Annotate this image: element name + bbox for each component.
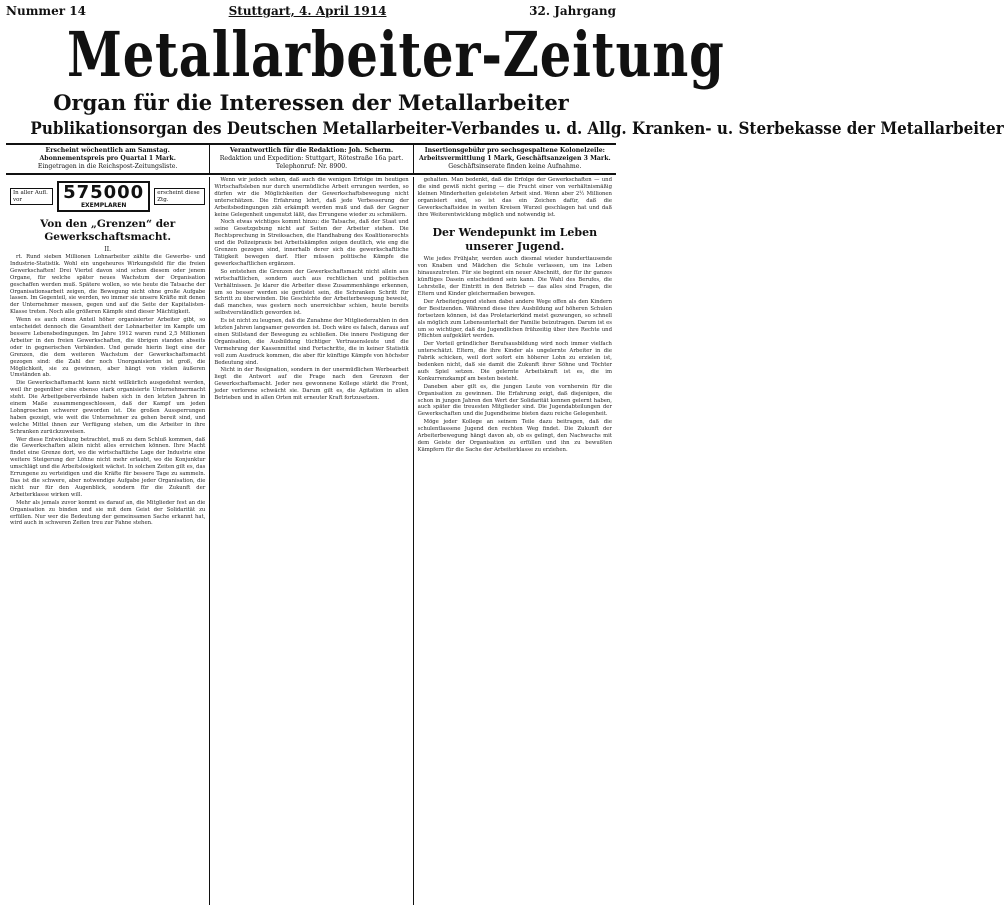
subscription-price: Abonnementspreis pro Quartal 1 Mark.	[39, 155, 176, 162]
circulation-left-label: In aller Aufl. vor	[10, 188, 53, 205]
article-2-paragraph: Der Vorteil gründlicher Berufsausbildung wird noch immer vielfach unterschätzt. Eltern, die ihre Kinder als ungelernte Arbeiter in die Fabrik schicken, weil dort sofort ein höherer Lohn zu erzielen ist, bedenken nicht, daß sie damit die Zukunft ihrer Söhne und Töchter aufs Spiel setzen. Die gelernte Arbeitskraft ist es, die im Konkurrenzkampf am besten besteht.	[417, 341, 612, 382]
telephone-number: Telephonruf: Nr. 8900.	[275, 163, 348, 170]
column-3	[413, 177, 616, 905]
postal-registration: Eingetragen in die Reichspost-Zeitungsliste.	[37, 163, 178, 170]
circulation-number: 575000	[63, 182, 145, 203]
article-2-paragraph: Der Arbeiterjugend stehen dabei andere Wege offen als den Kindern der Besitzenden. Während diese ihre Ausbildung auf höheren Schulen fortsetzen können, ist das Proletarierkind meist gezwungen, so schnell als möglich zum Lebensunterhalt der Familie beizutragen. Darum ist es um so wichtiger, daß die Jugendlichen frühzeitig über ihre Rechte und Pflichten aufgeklärt werden.	[417, 298, 612, 340]
advertising-info	[413, 145, 616, 173]
subscription-info	[6, 145, 209, 173]
advertising-rates: Arbeitsvermittlung 1 Mark, Geschäftsanzeigen 3 Mark.	[418, 155, 611, 162]
publisher-line: Publikationsorgan des Deutschen Metallarbeiter-Verbandes u. d. Allg. Kranken- u. Sterbekasse der Metallarbeiter	[30, 119, 1004, 138]
circulation-right-label: erscheint diese Ztg.	[154, 188, 205, 205]
editor-in-charge: Verantwortlich für die Redaktion: Joh. Scherm.	[229, 147, 394, 154]
column-2	[209, 177, 412, 905]
circulation-figure	[57, 181, 150, 212]
article-columns	[6, 177, 616, 905]
article-1-paragraph: So entstehen die Grenzen der Gewerkschaftsmacht nicht allein aus wirtschaftlichen, sondern auch aus rechtlichen und politischen Verhältnissen. Je klarer die Arbeiter diese Zusammenhänge erkennen, um so besser werden sie gerüstet sein, die Schranken Schritt für Schritt zu überwinden. Die Geschichte der Arbeiterbewegung beweist, daß manches, was gestern noch unerreichbar schien, heute bereits selbstverständlich geworden ist.	[214, 268, 409, 317]
article-1-paragraph: Die Gewerkschaftsmacht kann nicht willkürlich ausgedehnt werden, weil ihr gegenüber eine ebenso stark organisierte Unternehmermacht steht. Die Arbeitgeberverbände haben sich in den letzten Jahren in einem Maße zusammengeschlossen, daß der Kampf um jeden Lohngroschen schwerer geworden ist. Die großen Aussperrungen haben gezeigt, wie weit die Unternehmer zu gehen bereit sind, und welche Mittel ihnen zur Verfügung stehen, um die Arbeiter in ihre Schranken zurückzuweisen.	[10, 380, 206, 435]
info-bar	[6, 143, 616, 175]
article-2-paragraph: Daneben aber gilt es, die jungen Leute von vornherein für die Organisation zu gewinnen. Die Erfahrung zeigt, daß diejenigen, die schon in jungen Jahren den Wert der Solidarität kennen gelernt haben, auch später die treuesten Mitglieder sind. Die Jugendabteilungen der Gewerkschaften und die Jugendheime bieten dazu reiche Gelegenheit.	[417, 383, 612, 418]
advertising-note: Geschäftsinserate finden keine Aufnahme.	[448, 163, 582, 170]
article-1-paragraph: gehalten. Man bedenkt, daß die Erfolge der Gewerkschaften — und die sind gewiß nicht gering — die Frucht einer von verhältnismäßig kleinen Minderheiten geleisteten Arbeit sind. Wenn aber 2½ Millionen organisiert sind, so ist das ein Zeichen dafür, daß die Gewerkschaftsidee in weiten Kreisen Wurzel geschlagen hat und daß ihre Weiterentwicklung möglich und notwendig ist.	[417, 177, 612, 218]
editorial-info	[209, 145, 412, 173]
article-1-paragraph: Noch etwas wichtiges kommt hinzu: die Tatsache, daß der Staat und seine Gesetzgebung nicht auf Seiten der Arbeiter stehen. Die Rechtsprechung in Streiksachen, die Handhabung des Koalitionsrechts und die Polizeipraxis bei Arbeitskämpfen zeigen deutlich, wie eng die Grenzen gezogen sind, innerhalb derer sich die gewerkschaftliche Tätigkeit bewegen darf. Hier müssen politische Kämpfe die gewerkschaftlichen ergänzen.	[214, 219, 409, 267]
article-2-paragraph: Wie jedes Frühjahr, werden auch diesmal wieder hunderttausende von Knaben und Mädchen die Schule verlassen, um ins Leben hinauszutreten. Für sie beginnt ein neuer Abschnitt, der für ihr ganzes künftiges Dasein entscheidend sein kann. Die Wahl des Berufes, die Lehrstelle, der Eintritt in den Betrieb — das alles sind Fragen, die Eltern und Kinder gleichermaßen bewegen.	[417, 256, 612, 297]
publication-frequency: Erscheint wöchentlich am Samstag.	[45, 147, 170, 154]
article-1-paragraph: rt. Rund sieben Millionen Lohnarbeiter zählte die Gewerbe- und Industrie-Statistik. Wohl ein ungeheures Wirkungsfeld für die freien Gewerkschaften! Drei Viertel davon sind schon diesem oder jenem Organe, für welche später neues Wachstum der Organisation geschaffen werden muß. Spätere wollen, so wie heute die Tatsache der Organisationsarbeit zeigen, die Bewegung nicht ohne große Aufgabe lassen. Im Gegenteil, sie werden, wo immer sie unsere Kräfte mit denen der Unternehmer messen, gegen und auf die Seite der Kapitalisten-Klasse treten. Noch alle größeren Kämpfe sind dieser Mächtigkeit.	[10, 254, 206, 316]
column-1	[6, 177, 209, 905]
issue-number: Nummer 14	[6, 4, 86, 18]
place-date: Stuttgart, 4. April 1914	[228, 4, 387, 18]
editorial-address: Redaktion und Expedition: Stuttgart, Rötestraße 16a part.	[219, 155, 404, 162]
circulation-box	[10, 181, 205, 212]
article-1-headline: Von den „Grenzen“ der Gewerkschaftsmacht.	[40, 218, 176, 243]
article-2-headline: Der Wendepunkt im Leben unserer Jugend.	[432, 226, 598, 254]
newspaper-subtitle: Organ für die Interessen der Metallarbeiter	[53, 90, 569, 115]
volume-number: 32. Jahrgang	[529, 4, 616, 18]
article-1-paragraph: Wenn wir jedoch sehen, daß auch die wenigen Erfolge im heutigen Wirtschaftsleben nur durch unermüdliche Arbeit errungen werden, so dürfen wir die Möglichkeiten der Gewerkschaftsbewegung nicht unterschätzen. Die Erfahrung lehrt, daß jede Verbesserung der Arbeitsbedingungen zäh erkämpft werden muß und daß der Gegner keine Gelegenheit ungenutzt läßt, das Errungene wieder zu schmälern.	[214, 177, 409, 218]
advertising-rate-label: Insertionsgebühr pro sechsgespaltene Kolonelzeile:	[424, 147, 605, 154]
newspaper-title: Metallarbeiter-Zeitung	[67, 18, 725, 91]
article-1-paragraph: Wenn es auch einen Anteil höher organisierter Arbeiter gibt, so entscheidet dennoch die Gesamtheit der Lohnarbeiter im Kampfe um bessere Lebensbedingungen. Im Jahre 1912 waren rund 2,5 Millionen Arbeiter in den freien Gewerkschaften, die übrigen standen abseits oder in gegnerischen Verbänden. Und gerade hierin liegt eine der Grenzen, die dem weiteren Wachstum der Gewerkschaftsmacht gezogen sind: die Zahl der noch Unorganisierten ist groß, die Möglichkeit, sie zu gewinnen, aber hängt von vielen äußeren Umständen ab.	[10, 317, 206, 379]
article-1-paragraph: Es ist nicht zu leugnen, daß die Zunahme der Mitgliederzahlen in den letzten Jahren langsamer geworden ist. Doch wäre es falsch, daraus auf einen Stillstand der Bewegung zu schließen. Die innere Festigung der Organisation, die Ausbildung tüchtiger Vertrauensleute und die Vermehrung der Kassenmittel sind Fortschritte, die in keiner Statistik voll zum Ausdruck kommen, die aber für künftige Kämpfe von höchster Bedeutung sind.	[214, 318, 409, 366]
circulation-unit: EXEMPLAREN	[80, 202, 127, 209]
article-1-paragraph: Mehr als jemals zuvor kommt es darauf an, die Mitglieder fest an die Organisation zu binden und sie mit dem Geist der Solidarität zu erfüllen. Nur wer die Bedeutung der gemeinsamen Sache erkannt hat, wird auch in schweren Zeiten treu zur Fahne stehen.	[10, 499, 206, 527]
article-1-paragraph: Nicht in der Resignation, sondern in der unermüdlichen Werbearbeit liegt die Antwort auf die Frage nach den Grenzen der Gewerkschaftsmacht. Jeder neu gewonnene Kollege stärkt die Front, jeder verlorene schwächt sie. Darum gilt es, die Agitation in allen Betrieben und in allen Orten mit erneuter Kraft fortzusetzen.	[214, 367, 409, 402]
article-2-paragraph: Möge jeder Kollege an seinem Teile dazu beitragen, daß die schulentlassene Jugend den rechten Weg findet. Die Zukunft der Arbeiterbewegung hängt davon ab, ob es gelingt, den Nachwuchs mit dem Geiste der Organisation zu erfüllen und ihn zu bewußten Kämpfern für die Sache der Arbeiterklasse zu erziehen.	[417, 419, 612, 453]
article-1-paragraph: Wer diese Entwicklung betrachtet, muß zu dem Schluß kommen, daß die Gewerkschaften allein nicht alles erreichen können. Ihre Macht findet eine Grenze dort, wo die wirtschaftliche Lage der Industrie eine weitere Steigerung der Löhne nicht mehr erlaubt, wo die Konjunktur umschlägt und die Arbeitslosigkeit wächst. In solchen Zeiten gilt es, das Errungene zu verteidigen und die Kräfte für bessere Tage zu sammeln. Das ist die schwere, aber notwendige Aufgabe jeder Organisation, die nicht nur für den Augenblick, sondern für die Zukunft der Arbeiterklasse wirken will.	[10, 436, 206, 498]
article-1-part: II.	[104, 246, 111, 253]
